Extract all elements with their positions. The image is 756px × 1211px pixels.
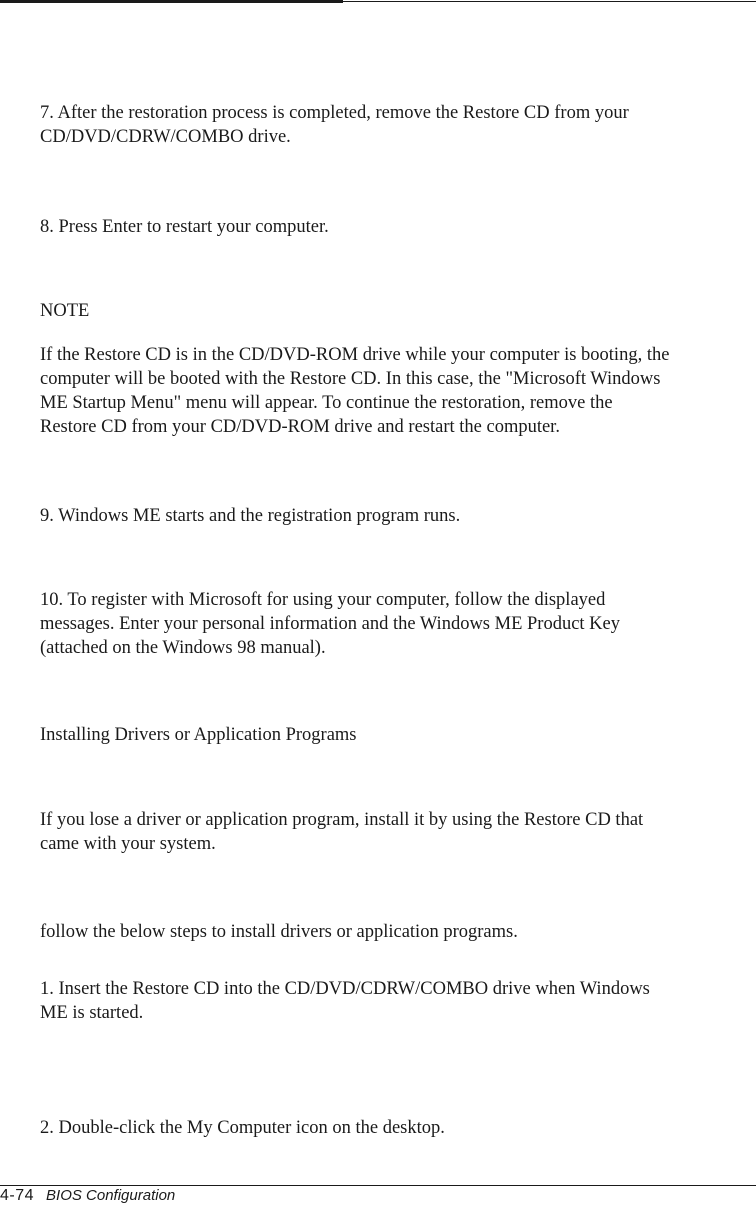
text-line: If you lose a driver or application program, install it by using the Restore CD that (40, 810, 644, 830)
text-line: 8. Press Enter to restart your computer. (40, 217, 329, 237)
install-step-2-paragraph (40, 1116, 445, 1140)
text-line: messages. Enter your personal information and the Windows ME Product Key (40, 614, 621, 634)
step-7-paragraph (40, 101, 629, 149)
step-9-paragraph (40, 504, 460, 528)
text-line: came with your system. (40, 834, 216, 854)
text-line: Restore CD from your CD/DVD-ROM drive and restart the computer. (40, 417, 560, 437)
page-footer (0, 1187, 175, 1205)
text-line: 10. To register with Microsoft for using your computer, follow the displayed (40, 590, 606, 610)
text-line: computer will be booted with the Restore CD. In this case, the "Microsoft Windows (40, 369, 661, 389)
text-line: follow the below steps to install drivers or application programs. (40, 922, 518, 942)
text-line: If the Restore CD is in the CD/DVD-ROM drive while your computer is booting, the (40, 345, 670, 365)
intro-paragraph (40, 808, 643, 856)
text-line: 7. After the restoration process is completed, remove the Restore CD from your (40, 103, 629, 123)
text-line: (attached on the Windows 98 manual). (40, 638, 326, 658)
header-rule-thin (343, 1, 756, 2)
note-label (40, 299, 89, 323)
page-number: 4-74 (0, 1187, 35, 1204)
text-line: 1. Insert the Restore CD into the CD/DVD/CDRW/COMBO drive when Windows (40, 979, 650, 999)
text-line: Installing Drivers or Application Programs (40, 725, 357, 745)
header-rule-thick (0, 0, 343, 3)
text-line: ME is started. (40, 1003, 144, 1023)
text-line: 9. Windows ME starts and the registration program runs. (40, 506, 461, 526)
instructions-paragraph (40, 920, 518, 944)
text-line: ME Startup Menu" menu will appear. To continue the restoration, remove the (40, 393, 613, 413)
section-heading (40, 723, 357, 747)
install-step-1-paragraph (40, 977, 650, 1025)
text-line: CD/DVD/CDRW/COMBO drive. (40, 127, 291, 147)
footer-rule (0, 1185, 756, 1186)
text-line: 2. Double-click the My Computer icon on the desktop. (40, 1118, 445, 1138)
section-title: BIOS Configuration (46, 1187, 176, 1204)
text-line: NOTE (40, 301, 90, 321)
step-8-paragraph (40, 215, 329, 239)
note-paragraph (40, 343, 669, 439)
step-10-paragraph (40, 588, 620, 660)
